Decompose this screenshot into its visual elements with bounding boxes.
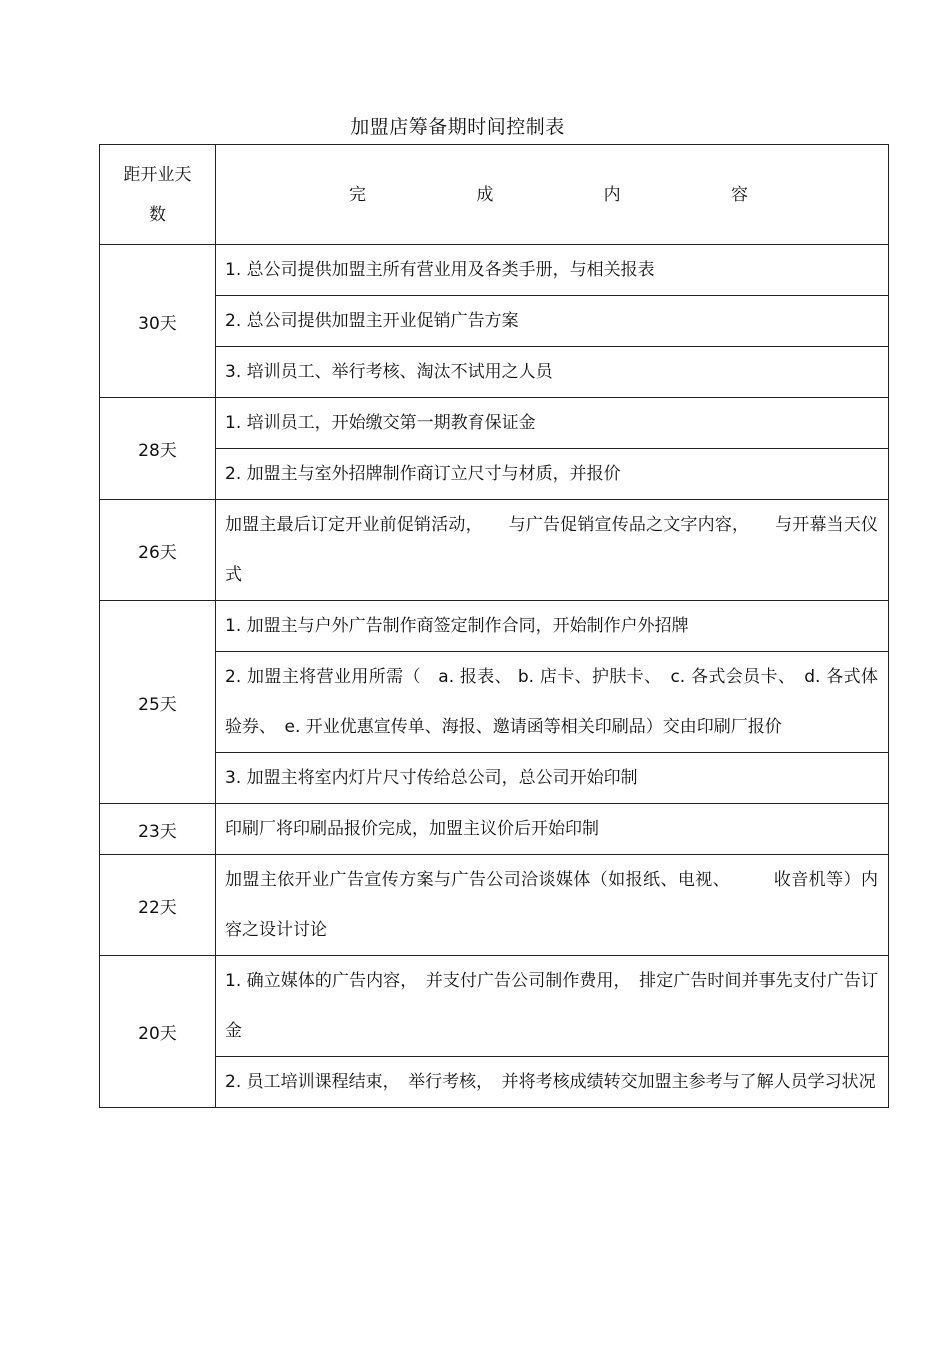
content-text: 2. 加盟主与室外招牌制作商订立尺寸与材质，并报价 (225, 464, 621, 484)
days-cell-26: 26天 (100, 500, 216, 601)
table-row (100, 956, 889, 1057)
table-row (100, 601, 889, 652)
days-cell-20: 20天 (100, 956, 216, 1108)
days-cell-22: 22天 (100, 855, 216, 956)
content-text: 3. 培训员工、举行考核、淘汰不试用之人员 (225, 362, 553, 382)
table-row (100, 652, 889, 753)
header-word: 完 (349, 185, 366, 205)
content-cell (216, 347, 889, 398)
header-content-cell (216, 145, 889, 245)
table-row (100, 398, 889, 449)
content-text: 2. 加盟主将营业用所需（ a. 报表、 b. 店卡、护肤卡、 c. 各式会员卡、 d. 各式体验券、 e. 开业优惠宣传单、海报、邀请函等相关印刷品）交由印刷厂报价 (225, 667, 878, 737)
header-days-cell (100, 145, 216, 245)
content-cell (216, 753, 889, 804)
days-cell-25: 25天 (100, 601, 216, 804)
table-row (100, 753, 889, 804)
content-text: 1. 培训员工，开始缴交第一期教育保证金 (225, 413, 536, 433)
schedule-table (99, 144, 889, 1108)
header-row (100, 145, 889, 245)
header-word: 内 (603, 185, 621, 205)
content-cell (216, 956, 889, 1057)
days-cell-28: 28天 (100, 398, 216, 500)
content-cell (216, 449, 889, 500)
table-row (100, 1057, 889, 1108)
table-row (100, 347, 889, 398)
content-text: 2. 员工培训课程结束， 举行考核， 并将考核成绩转交加盟主参考与了解人员学习状况 (225, 1072, 876, 1092)
content-text: 加盟主最后订定开业前促销活动， 与广告促销宣传品之文字内容， 与开幕当天仪式 (225, 515, 878, 585)
content-cell (216, 1057, 889, 1108)
content-text: 加盟主依开业广告宣传方案与广告公司洽谈媒体（如报纸、电视、 收音机等）内容之设计讨论 (225, 870, 878, 940)
header-days-line1: 距开业天 (123, 164, 192, 185)
table-row (100, 296, 889, 347)
content-text: 1. 确立媒体的广告内容， 并支付广告公司制作费用， 排定广告时间并事先支付广告订金 (225, 971, 878, 1041)
table-row (100, 804, 889, 855)
content-cell (216, 855, 889, 956)
content-cell (216, 296, 889, 347)
content-cell (216, 398, 889, 449)
days-cell-23: 23天 (100, 804, 216, 855)
header-word: 成 (476, 185, 494, 205)
table-row (100, 449, 889, 500)
content-text: 3. 加盟主将室内灯片尺寸传给总公司，总公司开始印制 (225, 768, 638, 788)
content-cell (216, 652, 889, 753)
document-title: 加盟店筹备期时间控制表 (350, 116, 565, 138)
table-row (100, 500, 889, 601)
content-text: 1. 加盟主与户外广告制作商签定制作合同，开始制作户外招牌 (225, 616, 689, 636)
days-cell-30: 30天 (100, 245, 216, 398)
header-word: 容 (730, 185, 748, 205)
table-row (100, 855, 889, 956)
header-days-line2: 数 (149, 204, 166, 225)
content-cell (216, 245, 889, 296)
content-cell (216, 500, 889, 601)
content-cell (216, 601, 889, 652)
content-text: 1. 总公司提供加盟主所有营业用及各类手册，与相关报表 (225, 260, 655, 280)
table-row (100, 245, 889, 296)
content-cell (216, 804, 889, 855)
content-text: 2. 总公司提供加盟主开业促销广告方案 (225, 311, 519, 331)
content-text: 印刷厂将印刷品报价完成，加盟主议价后开始印制 (225, 819, 599, 839)
